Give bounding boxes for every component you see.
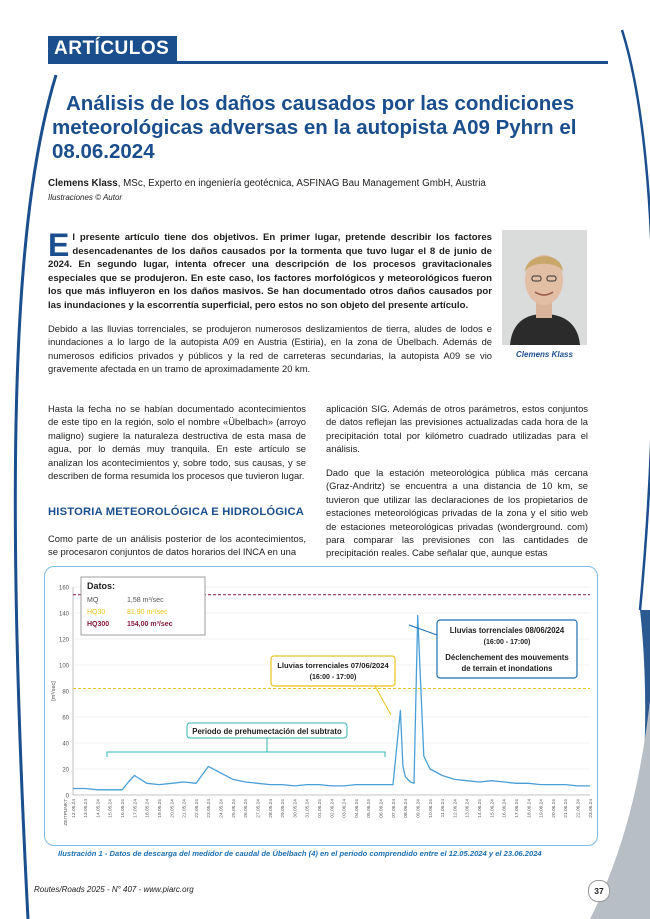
body-text-col-b-1: aplicación SIG. Además de otros parámetros, estos conjuntos de datos reflejan las previsiones actualizadas cada hora de la precipitación total por kilómetro cuadrado utilizadas para el análisis. — [326, 403, 588, 455]
x-tick-label: 05.06.24 — [367, 799, 373, 818]
legend-title: Datos: — [87, 581, 116, 591]
x-tick-label: 23.06.24 — [588, 799, 594, 818]
article-title: Análisis de los daños causados por las condiciones meteorológicas adversas en la autopista A09 Pyhrn el 08.06.2024 — [52, 92, 577, 163]
rain-0706-time: (16:00 - 17:00) — [309, 674, 357, 681]
prehumectation-bracket — [107, 738, 385, 757]
discharge-chart-figure — [44, 566, 598, 846]
legend-entry-name: HQ300 — [87, 621, 110, 628]
y-tick-label: 80 — [62, 689, 69, 696]
x-tick-label: 26.05.24 — [244, 799, 250, 818]
x-tick-label: 06.06.24 — [379, 799, 385, 818]
x-tick-label: 17.05.24 — [133, 799, 139, 818]
x-tick-label: 12.05.24 — [71, 799, 77, 818]
y-tick-label: 100 — [58, 663, 69, 670]
legend-entry-value: 81,90 m³/sec — [127, 609, 168, 616]
y-tick-label: 20 — [62, 767, 69, 774]
x-tick-label: 22.06.24 — [576, 799, 582, 818]
rain-0806-time: (16:00 - 17:00) — [483, 639, 531, 646]
illustration-credits: Ilustraciones © Autor — [48, 193, 123, 202]
x-tick-label: 13.06.24 — [465, 799, 471, 818]
x-tick-label: 23.05.24 — [207, 799, 213, 818]
x-tick-label: 24.05.24 — [219, 799, 225, 818]
x-tick-label: 19.06.24 — [539, 799, 545, 818]
author-name: Clemens Klass — [48, 178, 118, 189]
y-axis-label: [m³/sec] — [51, 681, 57, 701]
x-tick-label: 12.06.24 — [453, 799, 459, 818]
dropcap: E — [48, 227, 70, 263]
y-tick-label: 60 — [62, 715, 69, 722]
rain-0706-pointer — [375, 686, 391, 715]
section-label: ARTÍCULOS — [48, 36, 177, 62]
x-tick-label: 30.05.24 — [293, 799, 299, 818]
x-tick-label: 15.05.24 — [108, 799, 114, 818]
page-footer: Routes/Roads 2025 - N° 407 - www.piarc.org — [34, 885, 194, 894]
intro-paragraph: Debido a las lluvias torrenciales, se produjeron numerosos deslizamientos de tierra, aludes de lodos e inundaciones a lo largo de la autopista A09 en Austria (Estiria), en la zona de Übelbach. Además de numerosos edificios privados y públicos y la red de carreteras secundarias, la autopista A09 se vio gravemente afectada en un tramo de aproximadamente 20 km. — [48, 323, 492, 375]
x-tick-label: 10.06.24 — [428, 799, 434, 818]
x-tick-label: 07.06.24 — [391, 799, 397, 818]
y-tick-label: 120 — [58, 637, 69, 644]
x-tick-label: 16.05.24 — [121, 799, 127, 818]
section-rule — [48, 61, 608, 64]
x-tick-label: 28.05.24 — [268, 799, 274, 818]
x-tick-label: 13.05.24 — [84, 799, 90, 818]
author-line — [48, 178, 608, 189]
rain-0806-effect-line1: Déclenchement des mouvements — [445, 653, 569, 662]
y-tick-label: 40 — [62, 741, 69, 748]
legend-entry-value: 1,58 m³/sec — [127, 597, 164, 604]
rain-0706-title: Lluvias torrenciales 07/06/2024 — [277, 661, 389, 670]
x-tick-label: 20.06.24 — [551, 799, 557, 818]
x-tick-label: 29.05.24 — [281, 799, 287, 818]
x-tick-label: 20.05.24 — [170, 799, 176, 818]
prehumectation-label: Periodo de prehumectación del subtrato — [192, 727, 342, 736]
body-text-col-a-2: Como parte de un análisis posterior de los acontecimientos, se procesaron conjuntos de datos horarios del INCA en una — [48, 533, 306, 558]
x-axis-label: ZEITPUNKT — [64, 799, 69, 826]
x-tick-label: 18.06.24 — [527, 799, 533, 818]
body-text-col-b-2: Dado que la estación meteorológica pública más cercana (Graz-Andritz) se encuentra a una distancia de 10 km, se tuvieron que utilizar las declaraciones de los propietarios de estaciones meteorológicas privadas de la zona y el sitio web de estaciones meteorológicas privadas (wonderground. com) para comparar las previsiones con las cantidades de precipitación reales. Cabe señalar que, aunque estas — [326, 467, 588, 559]
discharge-chart — [45, 567, 597, 845]
x-tick-label: 21.05.24 — [182, 799, 188, 818]
x-tick-label: 27.05.24 — [256, 799, 262, 818]
legend-entry-name: HQ30 — [87, 609, 106, 616]
photo-caption: Clemens Klass — [516, 350, 573, 359]
x-tick-label: 04.06.24 — [354, 799, 360, 818]
x-tick-label: 08.06.24 — [404, 799, 410, 818]
x-tick-label: 03.06.24 — [342, 799, 348, 818]
y-tick-label: 160 — [58, 585, 69, 592]
figure-caption: Ilustración 1 - Datos de descarga del medidor de caudal de Übelbach (4) en el periodo comprendido entre el 12.05.2024 y el 23.06.2024 — [58, 849, 542, 858]
x-tick-label: 09.06.24 — [416, 799, 422, 818]
x-tick-label: 01.06.24 — [317, 799, 323, 818]
lead-paragraph: El presente artículo tiene dos objetivos. En primer lugar, pretende describir los factores desencadenantes de los daños causados por la tormenta que tuvo lugar el 8 de junio de 2024. En segundo lugar, intenta ofrecer una descripción de los procesos gravitacionales especiales que se produjeron. En este caso, los factores morfológicos y meteorológicos fueron los que más influyeron en los daños masivos. Se han documentado otros daños causados por las inundaciones y la escorrentía superficial, pero estos no son objeto del presente artículo. — [48, 227, 492, 311]
x-tick-label: 14.05.24 — [96, 799, 102, 818]
x-tick-label: 11.06.24 — [441, 799, 447, 818]
legend-entry-value: 154,00 m³/sec — [127, 621, 173, 628]
x-tick-label: 02.06.24 — [330, 799, 336, 818]
author-affiliation: , MSc, Experto en ingeniería geotécnica, ASFINAG Bau Management GmbH, Austria — [117, 178, 486, 189]
x-tick-label: 22.05.24 — [194, 799, 200, 818]
x-tick-label: 31.05.24 — [305, 799, 311, 818]
x-tick-label: 21.06.24 — [564, 799, 570, 818]
section-subheading: HISTORIA METEOROLÓGICA E HIDROLÓGICA — [48, 506, 305, 518]
x-tick-label: 14.06.24 — [478, 799, 484, 818]
author-photo — [502, 230, 587, 345]
x-tick-label: 16.06.24 — [502, 799, 508, 818]
legend-entry-name: MQ — [87, 597, 99, 604]
rain-0806-title: Lluvias torrenciales 08/06/2024 — [449, 626, 565, 635]
page-number: 37 — [588, 880, 610, 902]
rain-0806-effect-line2: de terrain et inondations — [461, 664, 553, 673]
y-tick-label: 0 — [65, 793, 69, 800]
x-tick-label: 18.05.24 — [145, 799, 151, 818]
x-tick-label: 17.06.24 — [514, 799, 520, 818]
x-tick-label: 25.05.24 — [231, 799, 237, 818]
y-tick-label: 140 — [58, 611, 69, 618]
body-text-col-a-1: Hasta la fecha no se habían documentado acontecimientos de este tipo en la región, solo el nombre «Übelbach» (arroyo maligno) sugiere la naturaleza destructiva de esta masa de agua, por lo demás muy tranquila. En este artículo se analizan los acontecimientos y, sobre todo, sus causas, y se describen de forma resumida los procesos que tuvieron lugar. — [48, 403, 306, 482]
x-tick-label: 19.05.24 — [157, 799, 163, 818]
x-tick-label: 15.06.24 — [490, 799, 496, 818]
rain-0806-pointer — [409, 625, 437, 635]
